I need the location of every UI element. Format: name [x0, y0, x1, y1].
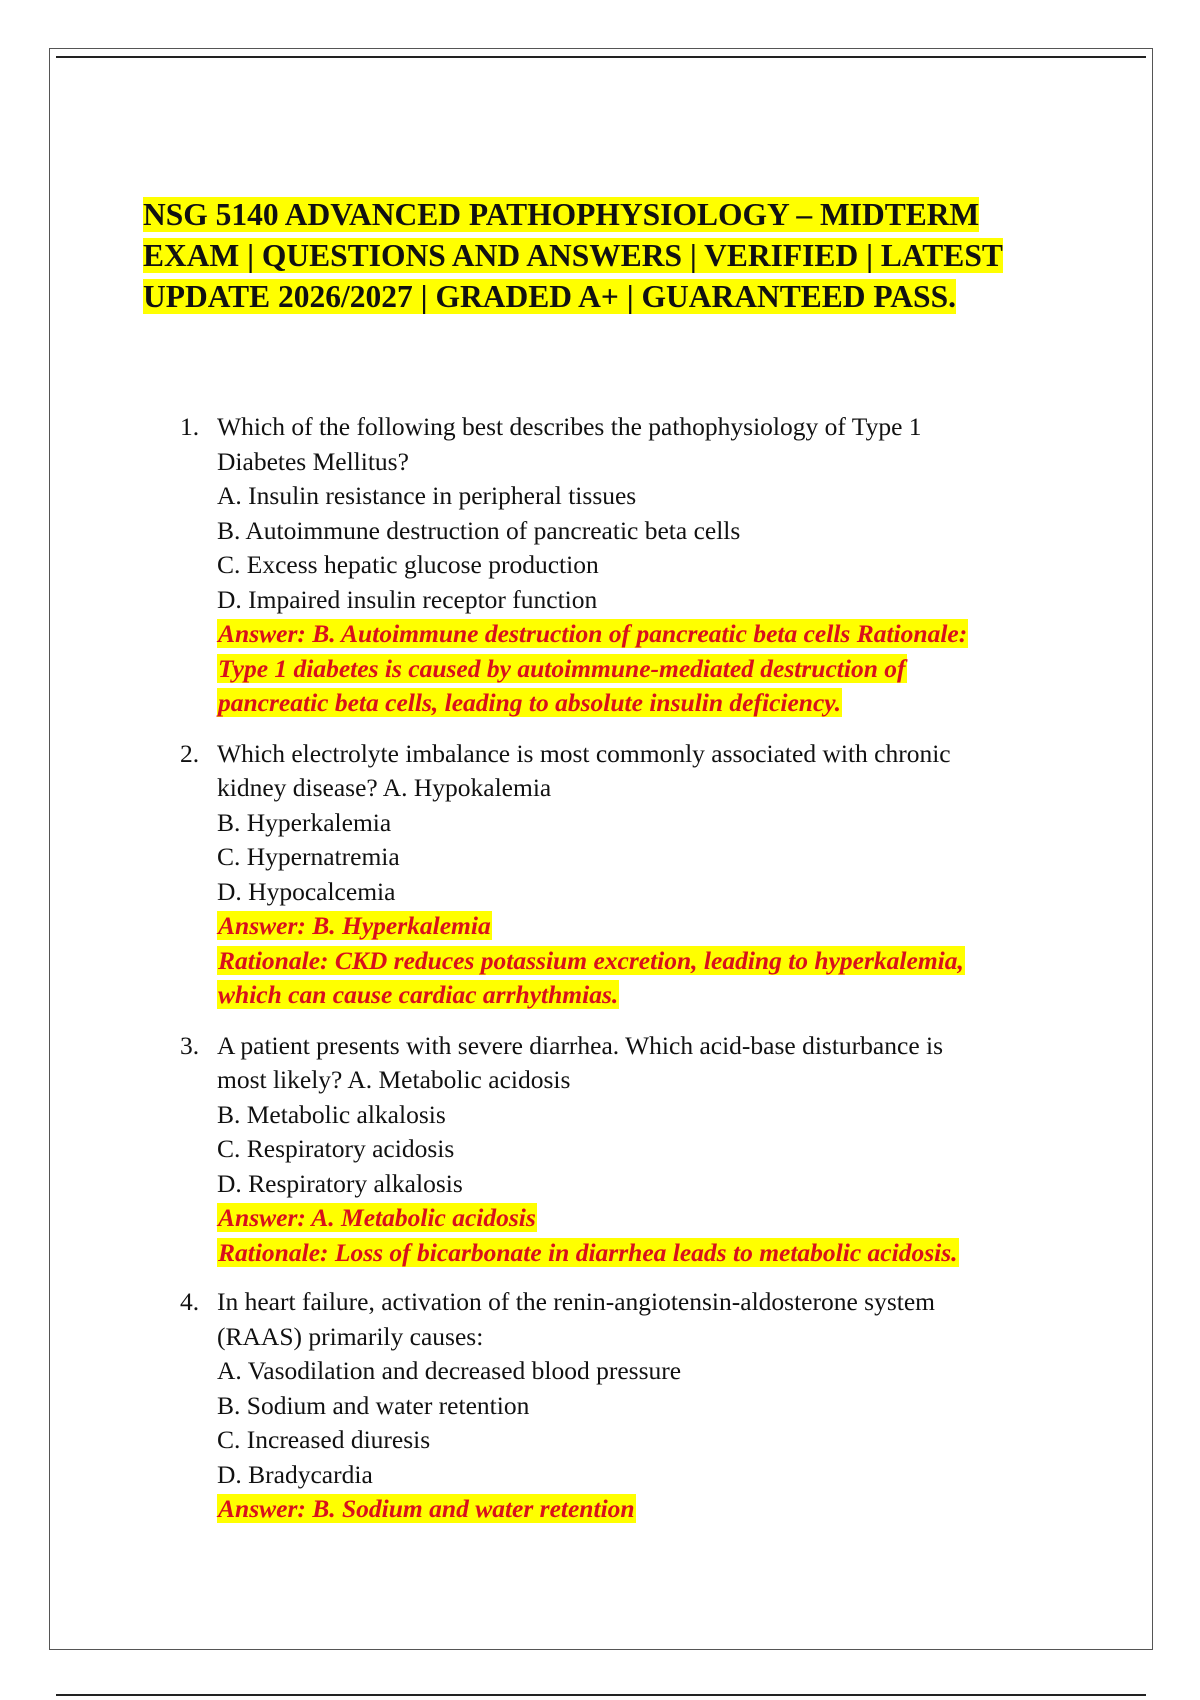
title-line: UPDATE 2026/2027 | GRADED A+ | GUARANTEED PASS. — [143, 279, 956, 314]
answer-line: Type 1 diabetes is caused by autoimmune-mediated destruction of — [218, 653, 906, 683]
top-rule — [56, 56, 1146, 58]
answer-line: Rationale: Loss of bicarbonate in diarrhea leads to metabolic acidosis. — [218, 1237, 958, 1267]
answer-line: which can cause cardiac arrhythmias. — [218, 980, 619, 1009]
answer-line: pancreatic beta cells, leading to absolute insulin deficiency. — [218, 688, 842, 717]
question-stem: most likely? A. Metabolic acidosis — [217, 1065, 571, 1094]
question-stem: Which electrolyte imbalance is most commonly associated with chronic — [217, 738, 951, 768]
answer-option: A. Insulin resistance in peripheral tissues — [217, 481, 637, 510]
answer-option: C. Respiratory acidosis — [217, 1134, 455, 1163]
question-4 — [180, 1285, 1060, 1527]
answer-option: B. Metabolic alkalosis — [217, 1099, 446, 1129]
answer-option: C. Increased diuresis — [217, 1425, 431, 1454]
answer-option: B. Sodium and water retention — [217, 1390, 530, 1420]
title-line: NSG 5140 ADVANCED PATHOPHYSIOLOGY – MIDTERM — [143, 197, 980, 232]
answer-option: C. Hypernatremia — [217, 842, 400, 871]
question-2 — [180, 737, 1060, 1013]
question-1 — [180, 410, 1060, 721]
answer-option: C. Excess hepatic glucose production — [217, 550, 599, 579]
question-stem: Which of the following best describes the pathophysiology of Type 1 — [217, 412, 922, 441]
question-stem: A patient presents with severe diarrhea. Which acid-base disturbance is — [217, 1030, 944, 1060]
question-stem: In heart failure, activation of the renin-angiotensin-aldosterone system — [217, 1287, 935, 1316]
answer-option: D. Respiratory alkalosis — [217, 1168, 463, 1198]
question-stem: (RAAS) primarily causes: — [217, 1321, 484, 1351]
answer-rationale — [217, 909, 1060, 1013]
question-3 — [180, 1029, 1060, 1271]
answer-line: Answer: B. Hyperkalemia — [218, 911, 491, 940]
answer-option: D. Hypocalcemia — [217, 876, 396, 906]
answer-rationale — [217, 1201, 1060, 1270]
answer-line: Answer: B. Autoimmune destruction of pancreatic beta cells Rationale: — [218, 619, 968, 648]
answer-rationale — [217, 1492, 1060, 1527]
question-stem: Diabetes Mellitus? — [217, 446, 409, 476]
answer-option: B. Autoimmune destruction of pancreatic beta cells — [217, 515, 741, 545]
bottom-rule — [56, 1694, 1146, 1696]
question-number: 4. — [180, 1287, 200, 1316]
question-number: 3. — [180, 1030, 200, 1060]
title-line: EXAM | QUESTIONS AND ANSWERS | VERIFIED | LATEST — [143, 238, 1003, 273]
document-title — [143, 194, 1043, 317]
answer-option: D. Bradycardia — [217, 1459, 373, 1489]
question-number: 2. — [180, 738, 200, 768]
answer-line: Answer: A. Metabolic acidosis — [218, 1203, 536, 1232]
answer-line: Rationale: CKD reduces potassium excretion, leading to hyperkalemia, — [218, 945, 964, 975]
answer-option: A. Vasodilation and decreased blood pressure — [217, 1356, 682, 1385]
answer-rationale — [217, 617, 1060, 721]
question-list — [180, 410, 1060, 1527]
answer-option: B. Hyperkalemia — [217, 807, 392, 837]
question-number: 1. — [180, 412, 200, 441]
answer-option: D. Impaired insulin receptor function — [217, 584, 598, 614]
question-stem: kidney disease? A. Hypokalemia — [217, 773, 552, 802]
answer-line: Answer: B. Sodium and water retention — [218, 1494, 635, 1523]
